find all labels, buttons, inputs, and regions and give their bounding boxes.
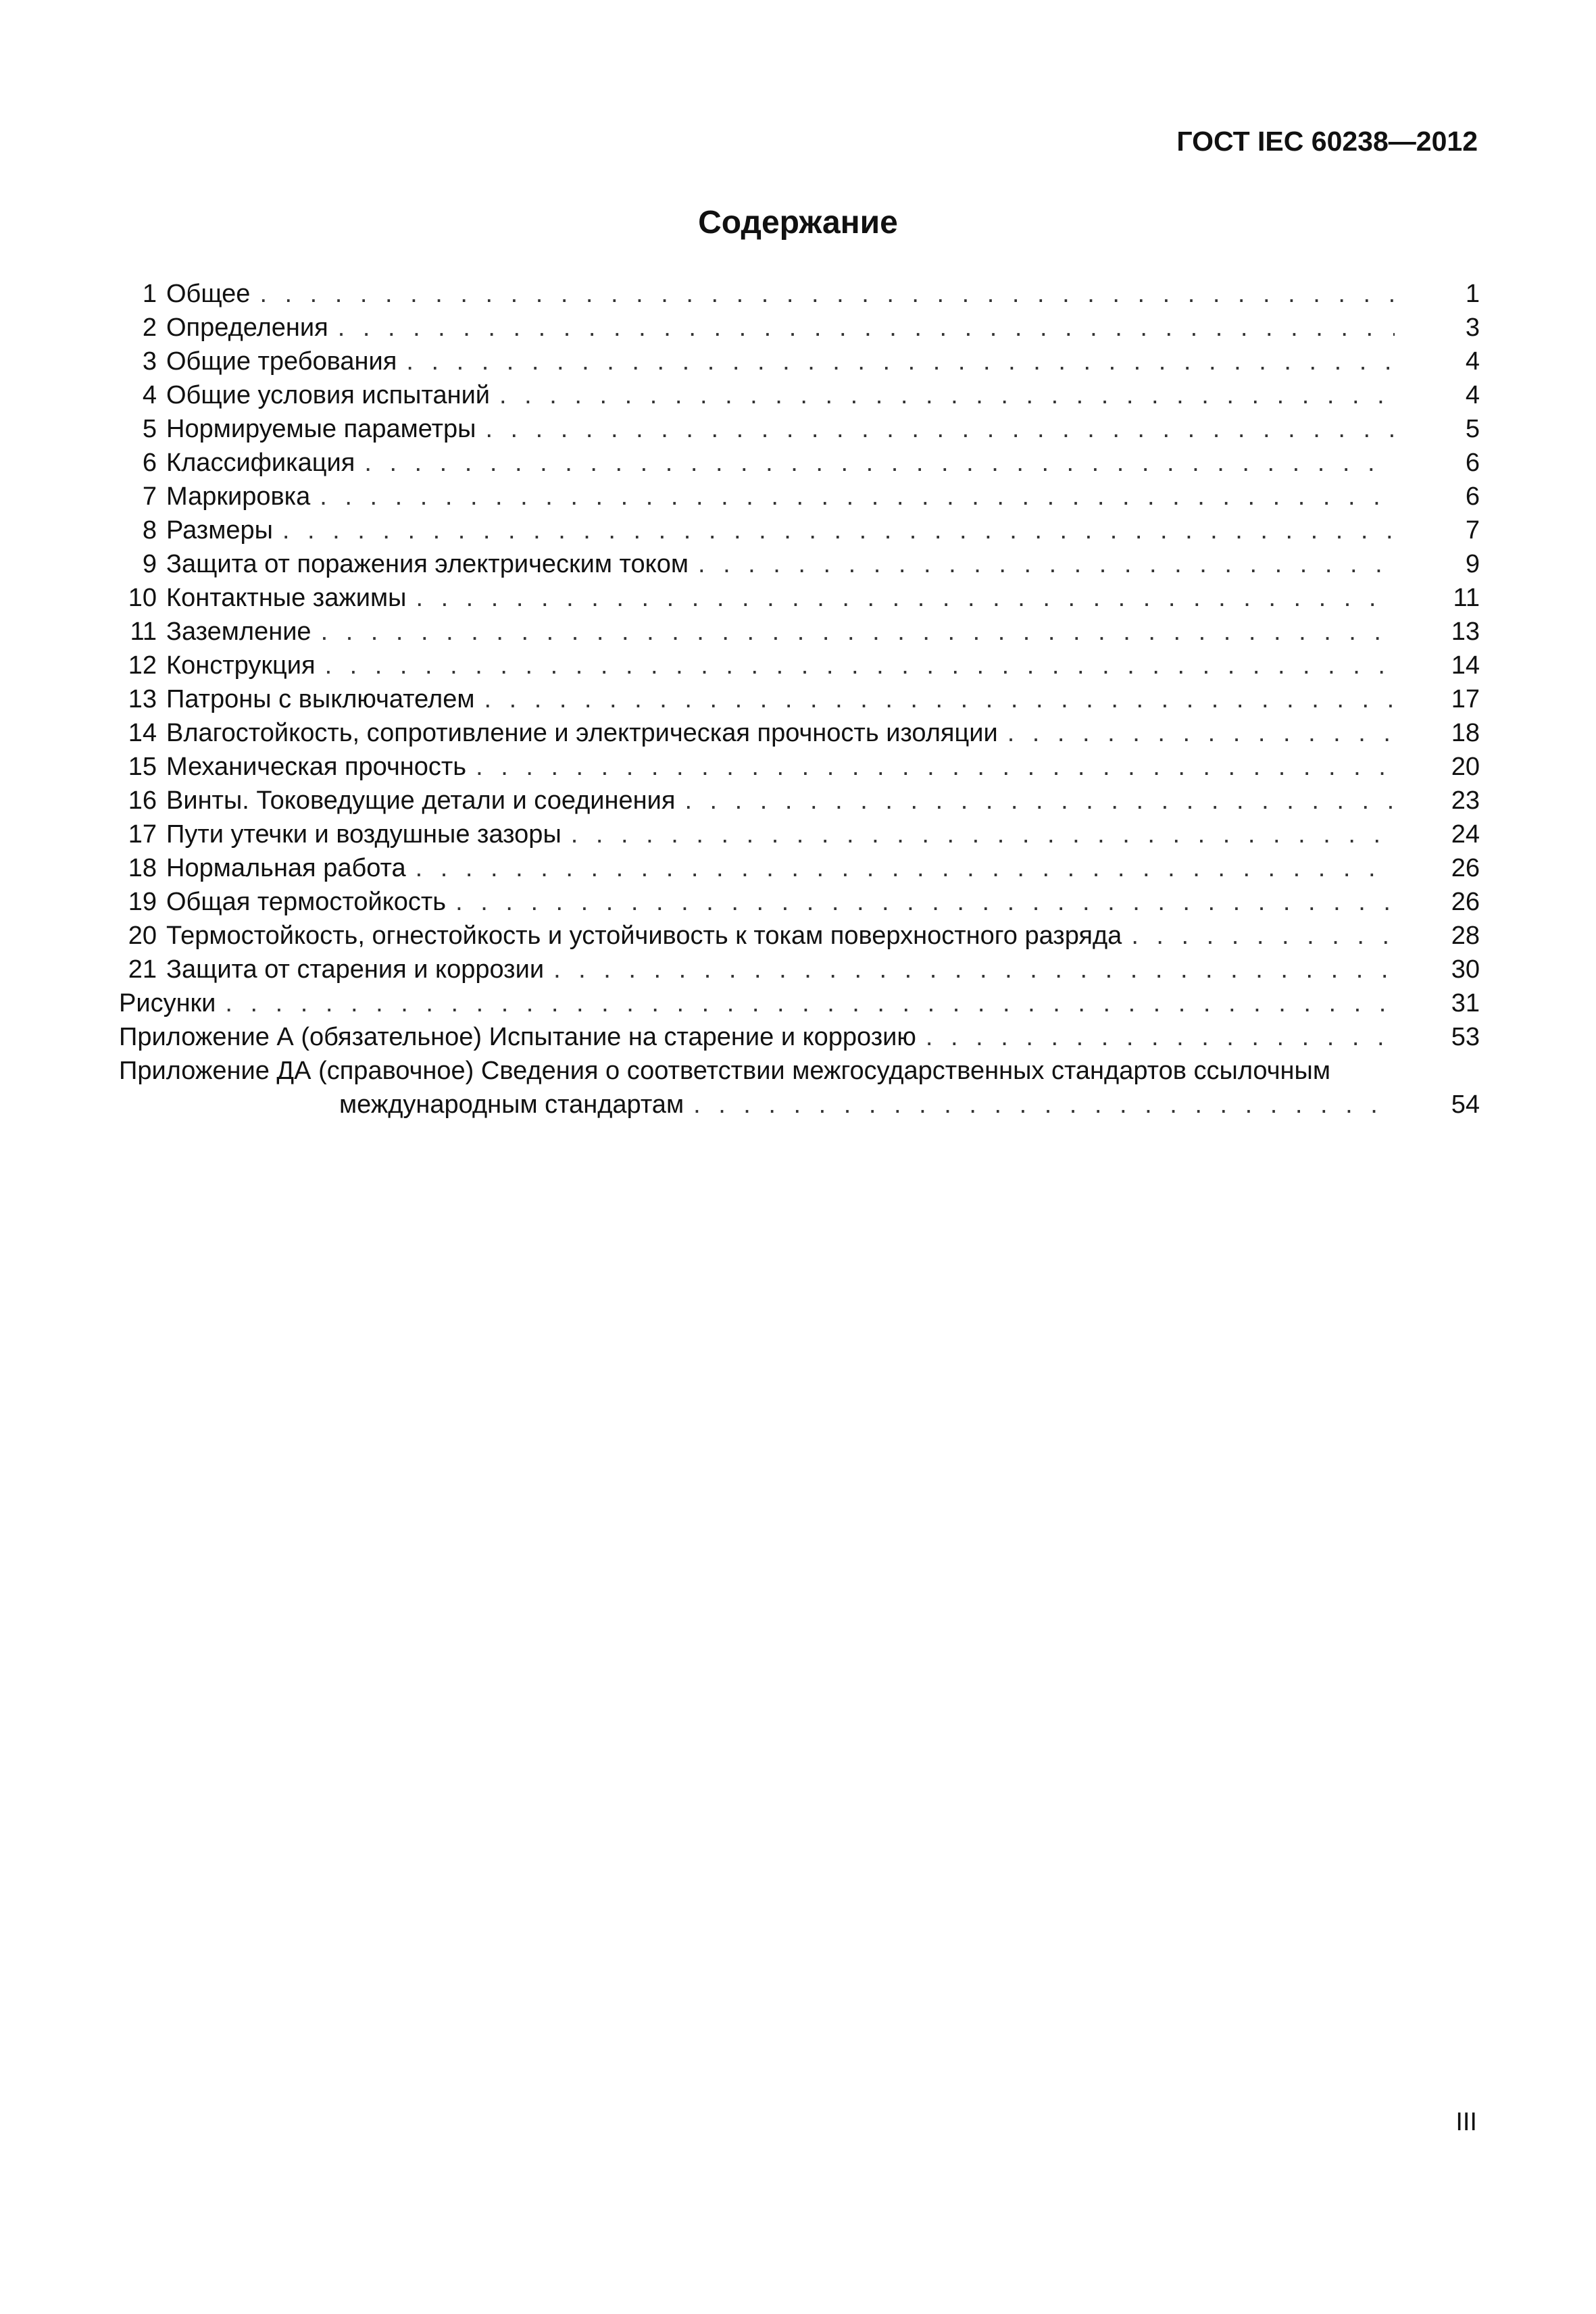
toc-entry-page: 30 <box>1451 955 1480 984</box>
toc-entry-page: 6 <box>1465 482 1480 511</box>
toc-entry-page: 7 <box>1465 516 1480 545</box>
toc-entry-page: 20 <box>1451 753 1480 781</box>
toc-entry-number: 17 <box>128 820 157 849</box>
toc-entry-title: Размеры <box>166 516 273 545</box>
toc-entry-page: 26 <box>1451 888 1480 916</box>
toc-dot-leader <box>413 851 1395 885</box>
toc-entry-page: 5 <box>1465 415 1480 443</box>
toc-entry[interactable] <box>119 784 1480 818</box>
toc-dot-leader <box>923 1020 1395 1054</box>
toc-entry-title: международным стандартам <box>339 1090 684 1119</box>
toc-entry-page: 6 <box>1465 449 1480 477</box>
page-title: Содержание <box>698 205 898 241</box>
toc-entry-title: Контактные зажимы <box>166 584 407 612</box>
toc-dot-leader <box>1128 919 1395 953</box>
toc-entry-number: 16 <box>128 786 157 815</box>
toc-entry[interactable] <box>119 513 1480 547</box>
toc-entry[interactable] <box>119 378 1480 412</box>
table-of-contents <box>119 277 1480 1122</box>
toc-entry-page: 13 <box>1451 618 1480 646</box>
toc-entry-title: Пути утечки и воздушные зазоры <box>166 820 562 849</box>
toc-entry-title: Влагостойкость, сопротивление и электрическая прочность изоляции <box>166 719 998 747</box>
toc-entry-title: Общая термостойкость <box>166 888 447 916</box>
toc-entry-title: Общие требования <box>166 347 397 376</box>
toc-entry-number: 11 <box>130 618 157 646</box>
toc-entry-page: 24 <box>1451 820 1480 849</box>
toc-entry[interactable] <box>119 716 1480 750</box>
toc-dot-leader <box>317 480 1395 513</box>
toc-entry-page: 9 <box>1465 550 1480 578</box>
toc-entry[interactable] <box>119 682 1480 716</box>
toc-entry-page: 54 <box>1451 1090 1480 1119</box>
toc-entry-number: 18 <box>128 854 157 882</box>
toc-entry-title: Приложение А (обязательное) Испытание на старение и коррозию <box>119 1023 916 1051</box>
toc-entry-number: 1 <box>142 280 157 308</box>
page-number: III <box>1455 2108 1477 2136</box>
toc-entry-number: 4 <box>142 381 157 409</box>
toc-entry[interactable] <box>119 649 1480 682</box>
toc-dot-leader <box>481 682 1395 716</box>
toc-entry-page: 3 <box>1465 313 1480 342</box>
toc-entry-page: 31 <box>1451 989 1480 1017</box>
toc-dot-leader <box>482 412 1395 446</box>
toc-entry-page: 4 <box>1465 381 1480 409</box>
toc-entry[interactable] <box>119 480 1480 513</box>
toc-appendix-entry[interactable] <box>119 1054 1480 1088</box>
toc-dot-leader <box>691 1088 1395 1122</box>
toc-entry[interactable] <box>119 412 1480 446</box>
toc-entry-title: Классификация <box>166 449 355 477</box>
toc-entry-title: Определения <box>166 313 328 342</box>
toc-entry-number: 2 <box>142 313 157 342</box>
toc-entry-number: 20 <box>128 922 157 950</box>
toc-entry-title: Конструкция <box>166 651 316 680</box>
toc-dot-leader <box>322 649 1395 682</box>
toc-entry-page: 23 <box>1451 786 1480 815</box>
toc-entry-title: Защита от поражения электрическим током <box>166 550 689 578</box>
toc-entry-title: Нормируемые параметры <box>166 415 476 443</box>
toc-entry-page: 1 <box>1465 280 1480 308</box>
toc-entry-page: 4 <box>1465 347 1480 376</box>
toc-entry-title: Рисунки <box>119 989 216 1017</box>
toc-entry[interactable] <box>119 885 1480 919</box>
toc-entry-title: Патроны с выключателем <box>166 685 475 713</box>
toc-entry-number: 12 <box>128 651 157 680</box>
toc-entry[interactable] <box>119 750 1480 784</box>
toc-entry-title: Приложение ДА (справочное) Сведения о соответствии межгосударственных стандартов ссылочным <box>119 1057 1330 1085</box>
toc-dot-leader <box>1005 716 1395 750</box>
toc-entry[interactable] <box>119 311 1480 345</box>
toc-entry[interactable] <box>119 919 1480 953</box>
toc-dot-leader <box>335 311 1395 345</box>
toc-appendix-entry[interactable] <box>119 986 1480 1020</box>
toc-entry-number: 14 <box>128 719 157 747</box>
toc-entry-title: Защита от старения и коррозии <box>166 955 545 984</box>
toc-dot-leader <box>280 513 1395 547</box>
toc-entry-page: 11 <box>1453 584 1480 612</box>
toc-entry-page: 26 <box>1451 854 1480 882</box>
toc-dot-leader <box>413 581 1395 615</box>
toc-entry-page: 53 <box>1451 1023 1480 1051</box>
toc-entry[interactable] <box>119 615 1480 649</box>
toc-entry-number: 3 <box>142 347 157 376</box>
toc-entry[interactable] <box>119 345 1480 378</box>
toc-entry-number: 15 <box>128 753 157 781</box>
toc-entry[interactable] <box>119 581 1480 615</box>
toc-dot-leader <box>361 446 1395 480</box>
toc-dot-leader <box>257 277 1395 311</box>
toc-appendix-entry[interactable] <box>119 1020 1480 1054</box>
toc-entry-page: 18 <box>1451 719 1480 747</box>
toc-entry-number: 10 <box>128 584 157 612</box>
toc-entry-number: 9 <box>142 550 157 578</box>
toc-entry[interactable] <box>119 818 1480 851</box>
toc-entry-number: 7 <box>142 482 157 511</box>
toc-dot-leader <box>682 784 1395 818</box>
toc-entry-title: Нормальная работа <box>166 854 406 882</box>
toc-entry-page: 14 <box>1451 651 1480 680</box>
toc-dot-leader <box>222 986 1395 1020</box>
toc-dot-leader <box>403 345 1395 378</box>
toc-entry[interactable] <box>119 851 1480 885</box>
toc-entry[interactable] <box>119 277 1480 311</box>
toc-entry-number: 19 <box>128 888 157 916</box>
document-code: ГОСТ IEC 60238—2012 <box>1176 126 1478 157</box>
toc-dot-leader <box>551 953 1395 986</box>
toc-dot-leader <box>568 818 1395 851</box>
toc-entry-title: Винты. Токоведущие детали и соединения <box>166 786 676 815</box>
toc-entry-number: 13 <box>128 685 157 713</box>
toc-entry-title: Маркировка <box>166 482 311 511</box>
toc-entry[interactable] <box>119 953 1480 986</box>
toc-entry-number: 8 <box>142 516 157 545</box>
toc-dot-leader <box>497 378 1395 412</box>
toc-dot-leader <box>695 547 1395 581</box>
toc-entry-title: Термостойкость, огнестойкость и устойчивость к токам поверхностного разряда <box>166 922 1122 950</box>
toc-appendix-continuation[interactable] <box>119 1088 1480 1122</box>
toc-entry-number: 6 <box>142 449 157 477</box>
toc-entry-page: 28 <box>1451 922 1480 950</box>
toc-entry-title: Механическая прочность <box>166 753 467 781</box>
toc-dot-leader <box>318 615 1395 649</box>
toc-entry-number: 5 <box>142 415 157 443</box>
toc-entry[interactable] <box>119 446 1480 480</box>
toc-entry-number: 21 <box>128 955 157 984</box>
toc-entry-page: 17 <box>1451 685 1480 713</box>
toc-entry[interactable] <box>119 547 1480 581</box>
toc-dot-leader <box>473 750 1395 784</box>
toc-dot-leader <box>453 885 1395 919</box>
toc-entry-title: Общие условия испытаний <box>166 381 491 409</box>
toc-entry-title: Заземление <box>166 618 311 646</box>
toc-entry-title: Общее <box>166 280 251 308</box>
